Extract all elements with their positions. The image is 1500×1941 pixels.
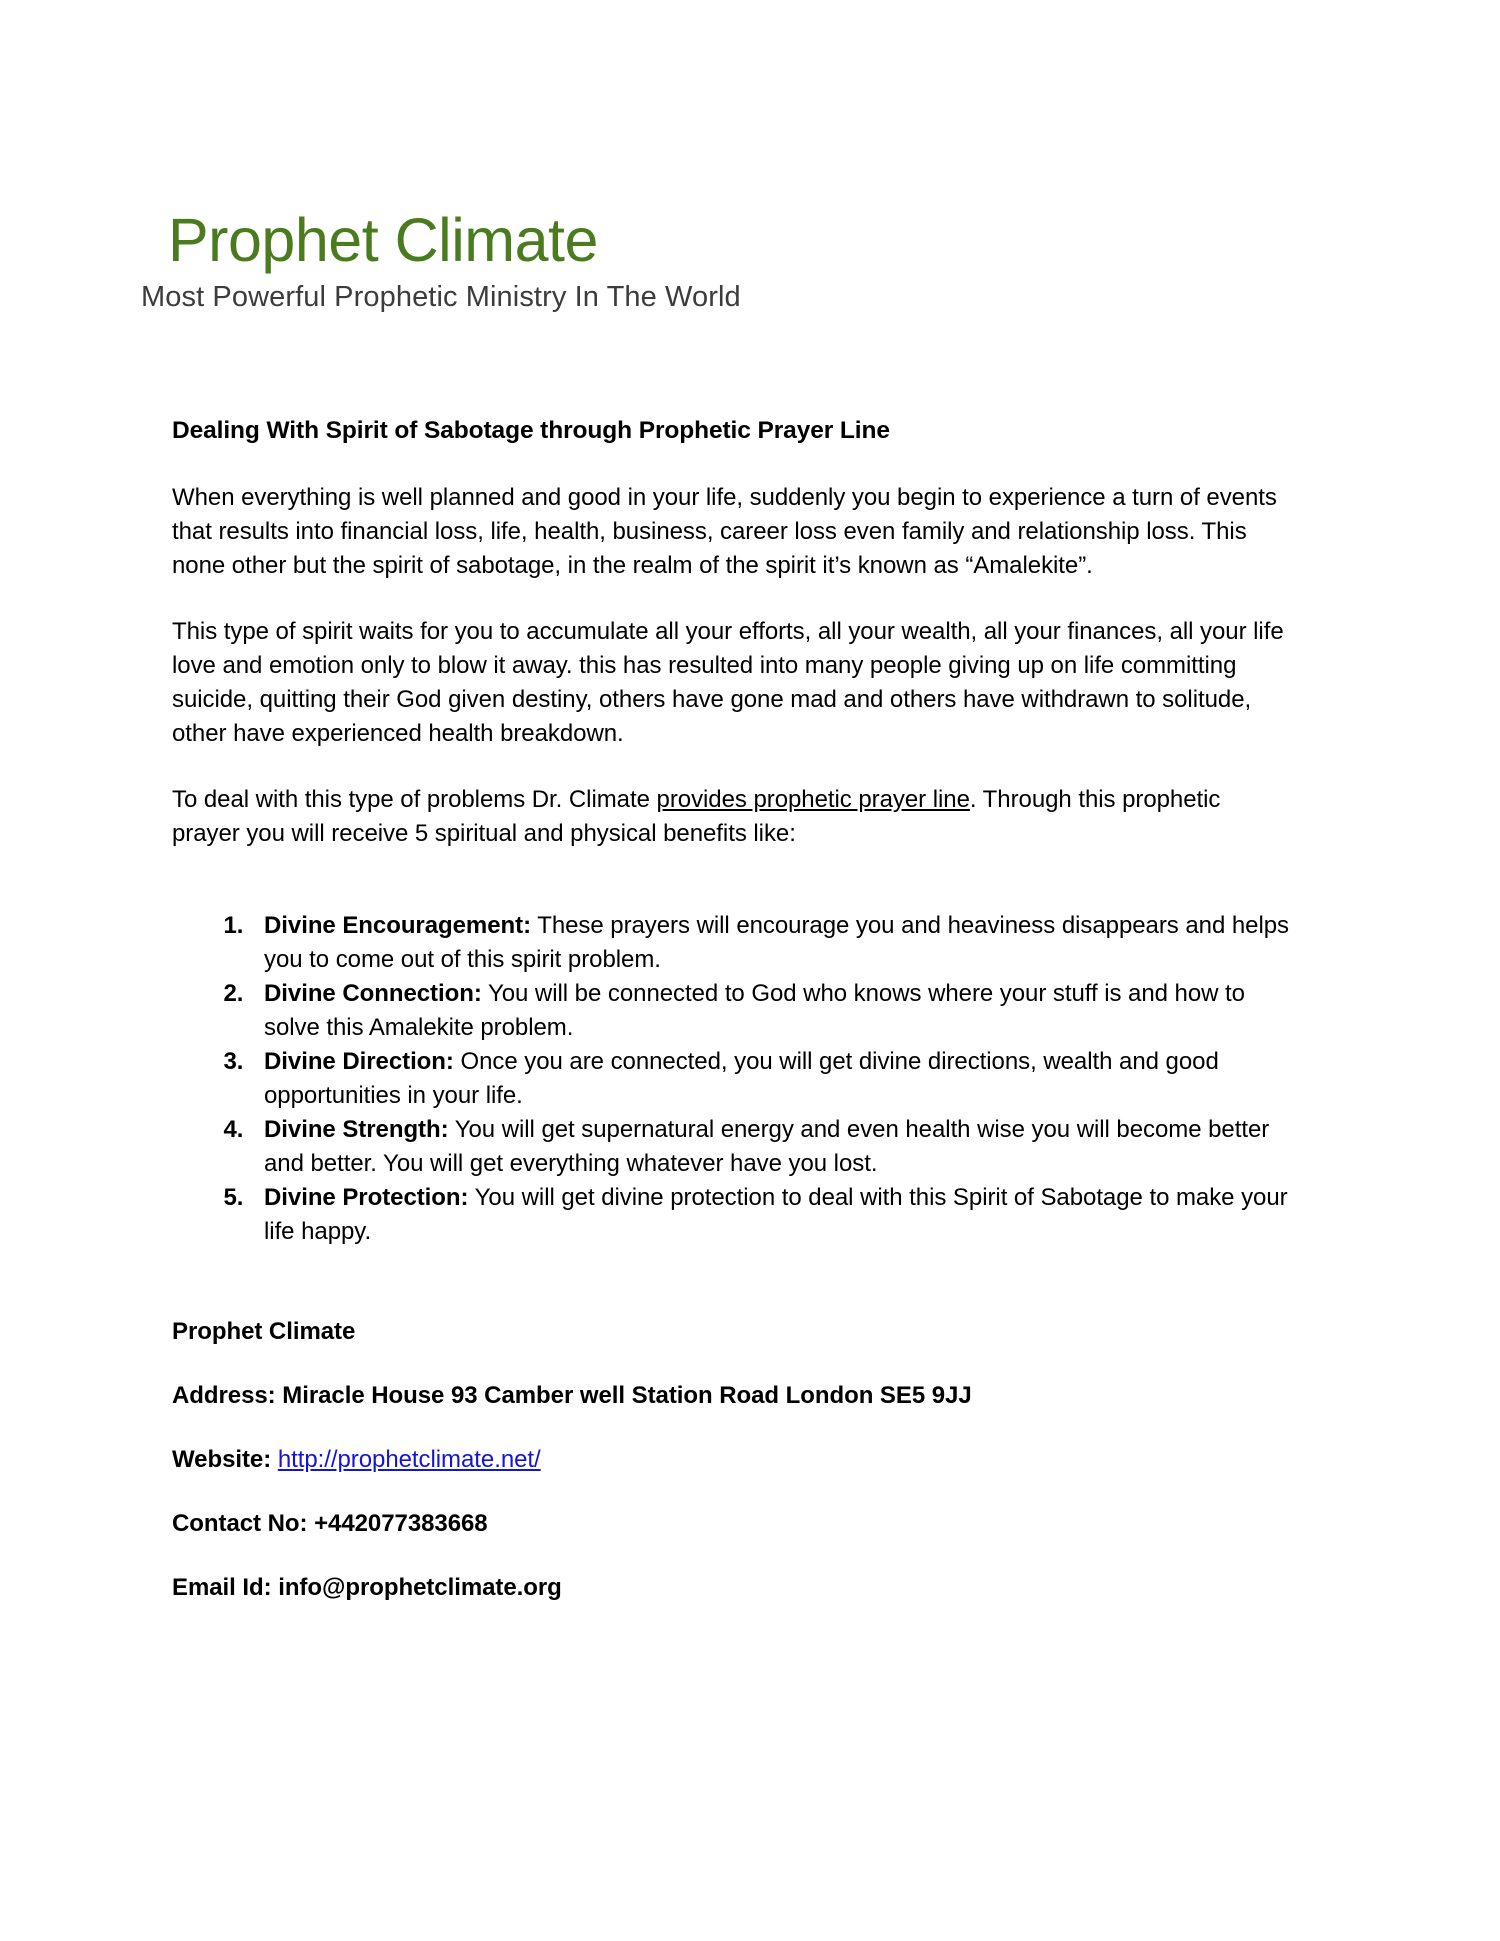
benefit-description: You will be connected to God who knows where your stuff is and how to solve this Amalekite problem. — [264, 979, 1245, 1041]
benefits-list — [172, 909, 1292, 1249]
paragraph-description: This type of spirit waits for you to accumulate all your efforts, all your wealth, all your finances, all your life love and emotion only to blow it away. this has resulted into many people giving up on life committing suicide, quitting their God given destiny, others have gone mad and others have withdrawn to solitude, other have experienced health breakdown. — [172, 617, 1284, 747]
website-link[interactable]: http://prophetclimate.net/ — [277, 1445, 541, 1473]
contact-website-row — [172, 1443, 1292, 1477]
benefit-term: Divine Direction: — [264, 1047, 454, 1075]
contact-org-name: Prophet Climate — [172, 1317, 356, 1345]
email-value: info@prophetclimate.org — [278, 1573, 562, 1601]
list-item — [250, 1045, 1292, 1113]
benefit-description: Once you are connected, you will get divine directions, wealth and good opportunities in your life. — [264, 1047, 1219, 1109]
benefit-term: Divine Connection: — [264, 979, 482, 1007]
contact-number-value: +442077383668 — [314, 1509, 488, 1537]
page-title: Dealing With Spirit of Sabotage through Prophetic Prayer Line — [172, 417, 890, 444]
contact-phone-row — [172, 1507, 1292, 1541]
prophetic-prayer-line-link[interactable]: provides prophetic prayer line — [656, 785, 970, 813]
contact-email-row — [172, 1571, 1292, 1605]
benefit-description: These prayers will encourage you and heaviness disappears and helps you to come out of this spirit problem. — [264, 911, 1289, 973]
logo-brand-text: Prophet Climate — [168, 206, 598, 274]
benefit-term: Divine Encouragement: — [264, 911, 532, 939]
paragraph-intro: When everything is well planned and good in your life, suddenly you begin to experience a turn of events that results into financial loss, life, health, business, career loss even family and relationship loss. This none other but the spirit of sabotage, in the realm of the spirit it’s known as “Amalekite”. — [172, 483, 1277, 579]
benefit-description: You will get supernatural energy and even health wise you will become better and better. You will get everything whatever have you lost. — [264, 1115, 1270, 1177]
contact-number-label: Contact No: — [172, 1509, 308, 1537]
list-item — [250, 1113, 1292, 1181]
cta-text-before: To deal with this type of problems Dr. Climate — [172, 785, 657, 813]
contact-address-row — [172, 1379, 1292, 1413]
paragraph-call-to-action — [172, 783, 1292, 851]
benefit-description: You will get divine protection to deal with this Spirit of Sabotage to make your life happy. — [264, 1183, 1288, 1245]
benefit-term: Divine Protection: — [264, 1183, 469, 1211]
list-item — [250, 909, 1292, 977]
site-logo — [141, 206, 1068, 313]
address-value: Miracle House 93 Camber well Station Road London SE5 9JJ — [282, 1381, 972, 1409]
address-label: Address: — [172, 1381, 276, 1409]
contact-block — [172, 1315, 1292, 1605]
benefit-term: Divine Strength: — [264, 1115, 449, 1143]
list-item — [250, 1181, 1292, 1249]
document-body — [172, 415, 1292, 1605]
website-label: Website: — [172, 1445, 272, 1473]
cta-text-after: . Through this prophetic prayer you will receive 5 spiritual and physical benefits like: — [172, 785, 1221, 847]
logo-tagline-text: Most Powerful Prophetic Ministry In The World — [141, 281, 741, 313]
email-label: Email Id: — [172, 1573, 272, 1601]
list-item — [250, 977, 1292, 1045]
